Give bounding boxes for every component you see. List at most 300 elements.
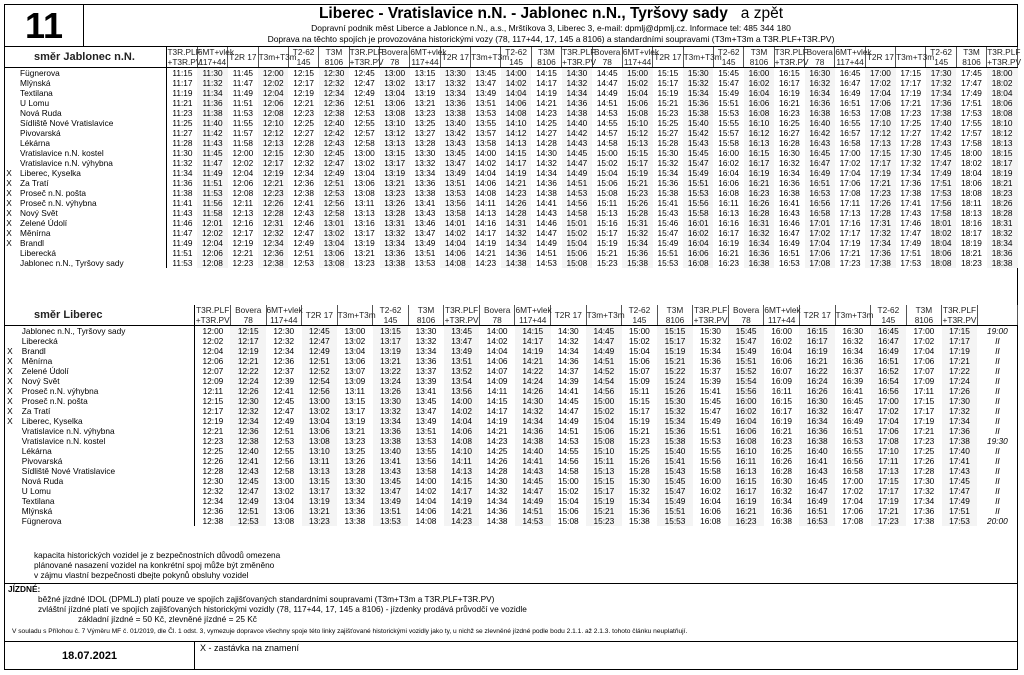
departure-time: 14:51: [536, 248, 557, 258]
departure-time: 16:04: [744, 88, 774, 98]
stop-row: [4, 446, 1018, 456]
departure-time: 12:22: [230, 366, 266, 376]
departure-time: 14:02: [486, 336, 508, 346]
departure-time: 17:38: [926, 108, 956, 118]
departure-time: 12:19: [230, 346, 266, 356]
departure-time: 13:28: [380, 208, 410, 218]
departure-time: 17:04: [865, 88, 895, 98]
request-stop-marker: X: [7, 416, 13, 426]
departure-time: 16:08: [718, 188, 740, 198]
departure-time: 17:06: [871, 426, 907, 436]
departure-time: 17:15: [900, 67, 922, 78]
departure-time: 13:36: [440, 98, 470, 108]
departure-time: 14:17: [536, 78, 557, 88]
departure-time: 16:53: [778, 258, 800, 268]
departure-time: 14:38: [562, 108, 592, 118]
departure-time: 13:12: [380, 128, 410, 138]
departure-time: 12:51: [230, 506, 266, 516]
departure-time: 14:21: [486, 426, 508, 436]
departure-time: 14:49: [557, 416, 579, 426]
departure-time: 17:49: [942, 496, 978, 506]
departure-time: 15:16: [596, 218, 618, 228]
departure-time: 16:55: [839, 118, 861, 128]
departure-time: 11:15: [172, 67, 193, 78]
request-stop-marker: [4, 88, 14, 98]
departure-time: 15:08: [557, 516, 579, 526]
departure-time: 12:40: [230, 446, 266, 456]
departure-time: 14:55: [557, 446, 579, 456]
departure-time: 16:04: [683, 238, 713, 248]
departure-time: 13:09: [344, 376, 366, 386]
departure-time: 13:06: [344, 356, 366, 366]
departure-time: 15:02: [629, 336, 650, 346]
departure-time: 16:19: [778, 88, 800, 98]
departure-time: 15:02: [596, 158, 618, 168]
extra-time: II: [995, 396, 1000, 406]
departure-time: 12:17: [202, 406, 224, 416]
request-stop-marker: [4, 148, 14, 158]
departure-time: 17:04: [871, 416, 907, 426]
departure-time: 15:28: [622, 208, 652, 218]
departure-time: 15:57: [718, 128, 740, 138]
extra-time: II: [995, 416, 1000, 426]
departure-time: 17:23: [865, 188, 895, 198]
departure-time: 14:34: [536, 168, 557, 178]
departure-time: 17:13: [865, 138, 895, 148]
departure-time: 13:08: [380, 108, 410, 118]
departure-time: 12:46: [293, 218, 314, 228]
stop-name: Liberec, Kyselka: [14, 168, 167, 178]
stop-row: [4, 466, 1018, 476]
departure-time: 15:15: [622, 148, 652, 158]
departure-time: 17:36: [913, 506, 935, 516]
departure-time: 13:00: [344, 325, 366, 336]
departure-time: 15:45: [718, 67, 740, 78]
departure-time: 12:49: [353, 88, 375, 98]
departure-time: 14:00: [475, 148, 497, 158]
departure-time: 13:38: [373, 436, 409, 446]
vehicle-type-cell: T2-62 145: [288, 47, 318, 68]
departure-time: 15:28: [629, 466, 650, 476]
departure-time: 18:17: [961, 228, 982, 238]
departure-time: 16:19: [771, 416, 793, 426]
departure-time: 17:00: [871, 396, 907, 406]
departure-time: 14:15: [444, 476, 480, 486]
departure-time: 17:34: [942, 416, 978, 426]
departure-time: 17:10: [871, 446, 907, 456]
departure-time: 14:45: [557, 396, 579, 406]
departure-time: 12:30: [273, 325, 295, 336]
departure-time: 14:52: [586, 366, 622, 376]
departure-time: 18:08: [987, 108, 1018, 118]
request-stop-marker: [4, 496, 16, 506]
departure-time: 16:04: [728, 416, 764, 426]
departure-time: 17:00: [839, 148, 861, 158]
departure-time: 17:17: [942, 336, 978, 346]
departure-time: 12:34: [319, 88, 349, 98]
departure-time: 12:28: [202, 466, 224, 476]
request-stop-marker: [4, 446, 16, 456]
departure-time: 18:04: [961, 168, 982, 178]
departure-time: 15:23: [622, 188, 652, 198]
departure-time: 13:15: [344, 396, 366, 406]
departure-time: 16:51: [871, 356, 907, 366]
departure-time: 15:26: [657, 386, 693, 396]
departure-time: 12:49: [319, 168, 349, 178]
vehicle-type-cell: Bovera 78: [592, 47, 622, 68]
fare-title: JÍZDNÉ:: [8, 584, 41, 594]
departure-time: 16:49: [805, 168, 835, 178]
departure-time: 15:41: [657, 456, 693, 466]
stop-row: [4, 396, 1018, 406]
extra-time: II: [995, 376, 1000, 386]
departure-time: 11:51: [172, 248, 193, 258]
stop-name: Nový Svět: [16, 376, 195, 386]
departure-time: 13:23: [302, 516, 338, 526]
departure-time: 17:28: [913, 466, 935, 476]
departure-time: 13:19: [353, 238, 375, 248]
stop-name: Proseč n.N. pošta: [16, 396, 195, 406]
departure-time: 13:34: [373, 416, 409, 426]
departure-time: 12:53: [353, 108, 375, 118]
stop-name: Nová Ruda: [16, 476, 195, 486]
departure-time: 15:38: [657, 188, 679, 198]
departure-time: 13:21: [373, 356, 409, 366]
vehicle-type-cell: T3m+T3m: [896, 47, 926, 68]
departure-time: 18:08: [926, 258, 956, 268]
stop-row: [4, 118, 1018, 128]
departure-time: 12:36: [202, 506, 224, 516]
departure-time: 16:36: [744, 248, 774, 258]
departure-time: 17:21: [839, 248, 861, 258]
departure-time: 15:11: [629, 386, 650, 396]
stop-name: Brandl: [16, 346, 195, 356]
departure-time: 14:34: [501, 238, 531, 248]
departure-time: 16:23: [728, 516, 764, 526]
departure-time: 15:12: [622, 128, 652, 138]
departure-time: 17:08: [865, 108, 895, 118]
departure-time: 14:26: [501, 198, 531, 208]
departure-time: 15:06: [586, 426, 622, 436]
departure-time: 13:02: [273, 486, 295, 496]
departure-time: 15:04: [557, 496, 579, 506]
departure-time: 18:23: [961, 258, 982, 268]
departure-time: 17:24: [942, 376, 978, 386]
departure-time: 15:08: [622, 108, 652, 118]
departure-time: 11:42: [197, 128, 227, 138]
divider: [4, 641, 1018, 642]
departure-time: 13:04: [380, 88, 410, 98]
departure-time: 16:54: [871, 376, 907, 386]
departure-time: 16:11: [728, 456, 764, 466]
departure-time: 15:19: [586, 496, 622, 506]
departure-time: 14:06: [415, 506, 437, 516]
departure-time: 13:01: [319, 218, 349, 228]
departure-time: 15:45: [657, 476, 693, 486]
departure-time: 17:23: [900, 108, 922, 118]
departure-time: 13:17: [373, 336, 409, 346]
departure-time: 14:58: [557, 466, 579, 476]
departure-time: 11:58: [197, 208, 227, 218]
departure-time: 16:45: [842, 396, 864, 406]
departure-time: 16:38: [771, 516, 793, 526]
departure-time: 16:51: [778, 248, 800, 258]
departure-time: 16:13: [728, 466, 764, 476]
stop-row: [4, 476, 1018, 486]
departure-time: 15:08: [562, 258, 592, 268]
departure-time: 13:28: [344, 466, 366, 476]
departure-time: 13:54: [444, 376, 480, 386]
departure-time: 13:36: [344, 506, 366, 516]
departure-time: 17:32: [926, 78, 956, 88]
departure-time: 15:51: [657, 248, 679, 258]
departure-time: 13:23: [353, 258, 375, 268]
departure-time: 15:30: [700, 325, 721, 336]
departure-time: 11:17: [172, 78, 193, 88]
departure-time: 12:19: [258, 168, 288, 178]
stop-row: [4, 406, 1018, 416]
departure-time: 16:45: [839, 67, 861, 78]
departure-time: 12:08: [258, 108, 288, 118]
departure-time: 17:16: [839, 218, 861, 228]
vehicle-type-cell: T3m+T3m: [835, 305, 871, 326]
departure-time: 15:43: [683, 138, 713, 148]
departure-time: 12:43: [293, 208, 314, 218]
request-stop-marker: [4, 108, 14, 118]
departure-time: 14:06: [486, 356, 508, 366]
departure-time: 15:02: [562, 228, 592, 238]
request-stop-marker: [4, 138, 14, 148]
departure-time: 15:51: [683, 178, 713, 188]
departure-time: 13:43: [440, 138, 470, 148]
stop-row: [4, 208, 1018, 218]
departure-time: 16:17: [778, 78, 800, 88]
route-title: Liberec - Vratislavice n.N. - Jablonec n.N., Tyršovy sady: [318, 5, 728, 22]
departure-time: 16:57: [839, 128, 861, 138]
departure-time: 13:17: [380, 158, 410, 168]
departure-time: 16:38: [799, 436, 835, 446]
departure-time: 16:00: [771, 325, 793, 336]
departure-time: 13:56: [444, 386, 480, 396]
departure-time: 15:53: [657, 258, 679, 268]
departure-time: 14:00: [415, 476, 437, 486]
departure-time: 17:08: [871, 436, 907, 446]
departure-time: 17:06: [842, 506, 864, 516]
stop-name: Nový Svět: [14, 208, 167, 218]
departure-time: 11:41: [172, 198, 193, 208]
departure-time: 12:08: [232, 188, 254, 198]
departure-time: 12:15: [202, 396, 224, 406]
departure-time: 18:19: [987, 168, 1018, 178]
departure-time: 12:51: [319, 178, 349, 188]
departure-time: 14:19: [536, 88, 557, 98]
departure-time: 13:06: [302, 426, 338, 436]
departure-time: 11:47: [232, 78, 253, 88]
departure-time: 14:21: [515, 356, 551, 366]
departure-time: 13:21: [353, 248, 375, 258]
departure-time: 12:38: [230, 436, 266, 446]
departure-time: 11:36: [172, 178, 193, 188]
note-line: v zájmu vlastní bezpečnosti dbejte pokynů obsluhy vozidel: [34, 570, 249, 580]
departure-time: 12:41: [273, 386, 295, 396]
departure-time: 17:15: [865, 148, 895, 158]
departure-time: 13:04: [302, 416, 338, 426]
stop-row: [4, 198, 1018, 208]
departure-time: 14:30: [536, 148, 557, 158]
departure-time: 12:21: [202, 426, 224, 436]
departure-time: 13:32: [344, 486, 366, 496]
departure-time: 17:51: [900, 248, 922, 258]
departure-time: 12:42: [319, 128, 349, 138]
departure-time: 17:57: [961, 128, 982, 138]
departure-time: 11:19: [172, 88, 193, 98]
departure-time: 14:47: [562, 158, 592, 168]
departure-time: 16:26: [771, 456, 793, 466]
departure-time: 17:11: [913, 386, 934, 396]
departure-time: 14:11: [475, 198, 496, 208]
legal-note: V souladu s Přílohou č. 7 Výměru MF č. 01/2019, dle Čl. 1 odst. 3, vymezuje dopravce všechny spoje této linky zajišťované historickými vozidly jako ty, u nichž se zlevněné jízdné podle bodu 2.1.1. až 2.1.3. tohoto článku neuplatňují.: [12, 628, 688, 635]
departure-time: 13:19: [373, 346, 409, 356]
departure-time: 17:36: [900, 178, 922, 188]
departure-time: 13:06: [380, 98, 410, 108]
stop-name: U Lomu: [14, 98, 167, 108]
departure-time: 13:30: [344, 476, 366, 486]
departure-time: 16:06: [728, 426, 764, 436]
departure-time: 16:36: [842, 356, 864, 366]
departure-time: 12:39: [273, 376, 295, 386]
departure-time: 17:49: [926, 168, 956, 178]
departure-time: 15:38: [683, 108, 713, 118]
departure-time: 15:36: [700, 356, 721, 366]
departure-time: 15:55: [718, 118, 740, 128]
departure-time: 14:56: [586, 386, 622, 396]
stop-name: Zelené Údolí: [16, 366, 195, 376]
departure-time: 16:02: [683, 228, 713, 238]
extra-time: II: [995, 476, 1000, 486]
departure-time: 16:45: [871, 326, 907, 337]
departure-time: 13:56: [440, 198, 470, 208]
stop-name: Fügnerova: [14, 68, 167, 79]
departure-time: 12:12: [258, 128, 288, 138]
departure-time: 15:45: [700, 396, 721, 406]
departure-time: 17:56: [926, 198, 956, 208]
departure-time: 14:38: [501, 258, 531, 268]
departure-time: 13:37: [415, 366, 437, 376]
vehicle-header-row: [4, 305, 1018, 326]
departure-time: 15:55: [700, 446, 721, 456]
departure-time: 14:06: [444, 426, 480, 436]
vehicle-type-cell: T3R.PLF +T3R.PV: [693, 305, 728, 325]
departure-time: 11:30: [172, 148, 193, 158]
stop-row: [4, 258, 1018, 268]
departure-time: 13:02: [302, 406, 338, 416]
departure-time: 17:07: [913, 366, 935, 376]
departure-time: 14:36: [501, 248, 531, 258]
departure-time: 12:56: [319, 198, 349, 208]
departure-time: 11:30: [197, 68, 227, 79]
departure-time: 12:02: [232, 158, 254, 168]
departure-time: 14:08: [415, 516, 437, 526]
request-stop-marker: X: [7, 366, 13, 376]
departure-time: 13:08: [302, 436, 338, 446]
departure-time: 17:43: [942, 466, 978, 476]
stop-row: [4, 78, 1018, 88]
departure-time: 13:47: [415, 406, 437, 416]
departure-time: 11:43: [172, 208, 193, 218]
stop-row: [4, 336, 1018, 346]
departure-time: 11:40: [197, 118, 227, 128]
stop-row: [4, 436, 1018, 446]
stop-row: [4, 108, 1018, 118]
departure-time: 12:36: [230, 426, 266, 436]
departure-time: 15:17: [622, 158, 652, 168]
departure-time: 14:58: [596, 138, 618, 148]
departure-time: 12:40: [319, 118, 349, 128]
departure-time: 13:00: [353, 148, 375, 158]
departure-time: 15:34: [629, 496, 650, 506]
vehicle-type-cell: T3m+T3m: [337, 305, 373, 326]
departure-time: 12:04: [197, 238, 227, 248]
departure-time: 15:26: [629, 456, 650, 466]
departure-time: 12:45: [353, 67, 375, 78]
departure-time: 13:32: [415, 336, 437, 346]
request-stop-marker: X: [7, 356, 13, 366]
vehicle-type-cell: T3M 8106: [657, 305, 693, 326]
departure-time: 14:55: [596, 118, 618, 128]
departure-time: 14:23: [444, 516, 480, 526]
departure-time: 16:04: [718, 168, 740, 178]
departure-time: 12:43: [319, 138, 349, 148]
departure-time: 14:37: [557, 366, 579, 376]
departure-time: 14:08: [440, 258, 470, 268]
departure-time: 17:11: [871, 456, 907, 466]
departure-time: 16:19: [728, 496, 764, 506]
departure-time: 14:49: [515, 496, 551, 506]
departure-time: 13:47: [444, 336, 480, 346]
departure-time: 17:41: [942, 456, 978, 466]
departure-time: 13:45: [444, 326, 480, 337]
departure-time: 14:19: [444, 496, 480, 506]
departure-time: 14:38: [536, 188, 557, 198]
departure-time: 16:17: [718, 228, 740, 238]
departure-time: 17:04: [842, 496, 864, 506]
departure-time: 13:25: [344, 446, 366, 456]
departure-time: 13:30: [440, 68, 470, 79]
departure-time: 15:19: [657, 346, 693, 356]
departure-time: 13:47: [373, 486, 409, 496]
departure-time: 17:38: [865, 258, 895, 268]
departure-time: 16:40: [799, 446, 835, 456]
departure-time: 12:15: [293, 67, 314, 78]
departure-time: 16:39: [842, 376, 864, 386]
departure-time: 12:51: [302, 356, 338, 366]
vehicle-type-cell: T3M 8106: [531, 47, 561, 68]
departure-time: 14:26: [515, 386, 551, 396]
departure-time: 14:41: [536, 198, 557, 208]
departure-time: 12:45: [230, 476, 266, 486]
departure-time: 14:36: [562, 98, 592, 108]
departure-time: 12:17: [258, 158, 288, 168]
departure-time: 17:26: [942, 386, 978, 396]
departure-time: 15:30: [629, 476, 650, 486]
departure-time: 16:58: [839, 138, 861, 148]
departure-time: 15:00: [557, 476, 579, 486]
departure-time: 17:47: [926, 158, 956, 168]
departure-time: 13:56: [415, 456, 437, 466]
vehicle-header-row: [4, 47, 1018, 68]
departure-time: 15:15: [657, 67, 679, 78]
departure-time: 12:28: [258, 208, 288, 218]
